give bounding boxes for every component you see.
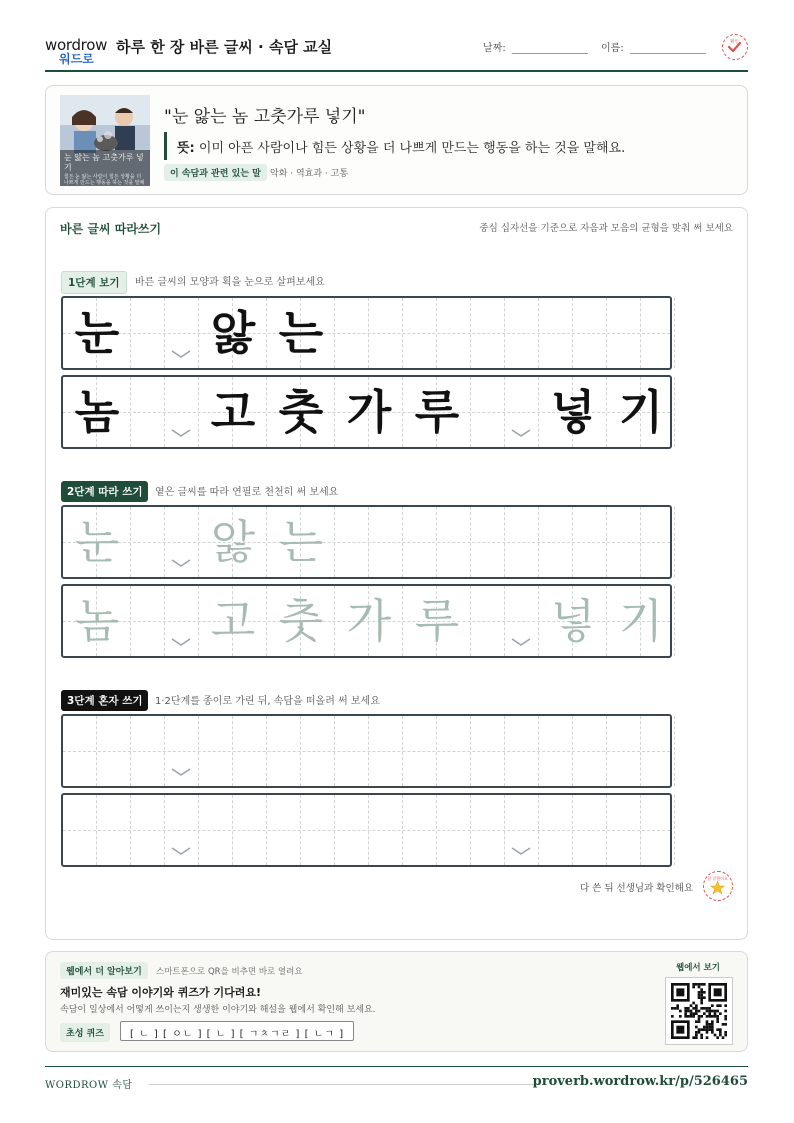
- name-label: 이름:: [601, 43, 624, 54]
- web-subtext: 스마트폰으로 QR을 비추면 바로 열려요: [156, 967, 303, 977]
- step2-desc: 옅은 글씨를 따라 연필로 천천히 써 보세요: [155, 487, 339, 498]
- proverb-glyph: 고: [210, 594, 256, 648]
- space-marker-icon: [171, 558, 191, 568]
- proverb-glyph: 넣: [550, 385, 596, 439]
- logo-subtext: 워드로: [59, 52, 94, 66]
- related-words-badge: 이 속담과 관련 있는 말: [164, 164, 267, 181]
- qr-code-icon[interactable]: [665, 977, 733, 1045]
- step3-desc: 1·2단계를 종이로 가린 뒤, 속담을 떠올려 써 보세요: [155, 696, 380, 707]
- web-badge: 웹에서 더 알아보기: [60, 962, 148, 979]
- proverb-card: [45, 85, 748, 195]
- proverb-glyph: 넣: [550, 594, 596, 648]
- proverb-glyph: 는: [278, 515, 324, 569]
- page-footer: [45, 1066, 748, 1091]
- space-marker-icon: [511, 846, 531, 856]
- caption-body: 힘든 눈 앓는 사람이 힘든 상황을 더 나쁘게 만드는 행동을 하는 것을 말해요.: [64, 174, 145, 193]
- practice-title: 바른 글씨 따라쓰기: [60, 222, 162, 236]
- web-title: 재미있는 속담 이야기와 퀴즈가 기다려요!: [60, 986, 261, 999]
- grid-midline: [63, 751, 670, 752]
- illustration-caption: [60, 150, 150, 193]
- web-promo-box: [45, 951, 748, 1052]
- proverb-glyph: 루: [414, 385, 460, 439]
- quiz-badge: 초성 퀴즈: [60, 1023, 110, 1042]
- star-stamp-icon: [703, 871, 733, 901]
- step2-row1[interactable]: [61, 505, 672, 579]
- stamp-text: 확인: [730, 40, 739, 45]
- proverb-glyph: 앓: [210, 515, 256, 569]
- proverb-glyph: 춧: [278, 594, 324, 648]
- step2-badge: 2단계 따라 쓰기: [61, 481, 148, 502]
- proverb-glyph: 춧: [278, 385, 324, 439]
- proverb-glyph: 가: [346, 594, 392, 648]
- space-marker-icon: [171, 349, 191, 359]
- star-stamp-text: 참 잘했어요: [707, 876, 728, 881]
- space-marker-icon: [511, 428, 531, 438]
- proverb-glyph: 가: [346, 385, 392, 439]
- step1-desc: 바른 글씨의 모양과 획을 눈으로 살펴보세요: [135, 277, 325, 288]
- page-header: [45, 28, 748, 72]
- name-field[interactable]: [630, 53, 706, 54]
- step1-row2: [61, 375, 672, 449]
- illustration-image: [60, 95, 150, 193]
- step1-badge: 1단계 보기: [61, 271, 127, 294]
- qr-label: 웹에서 보기: [675, 963, 720, 973]
- space-marker-icon: [171, 846, 191, 856]
- grid-midline: [63, 542, 670, 543]
- check-stamp-icon: [722, 34, 748, 60]
- step1-row1: [61, 296, 672, 370]
- practice-hint: 중심 십자선을 기준으로 자음과 모음의 균형을 맞춰 써 보세요: [479, 223, 733, 234]
- proverb-glyph: 기: [618, 385, 664, 439]
- footer-divider: [149, 1084, 539, 1085]
- step3-row1[interactable]: [61, 714, 672, 788]
- proverb-glyph: 는: [278, 306, 324, 360]
- footer-brand: WORDROW 속담: [45, 1080, 133, 1091]
- date-field[interactable]: [512, 53, 588, 54]
- grid-midline: [63, 333, 670, 334]
- proverb-glyph: 눈: [74, 306, 120, 360]
- grid-midline: [63, 830, 670, 831]
- step2-row2[interactable]: [61, 584, 672, 658]
- worksheet-title: 하루 한 장 바른 글씨 · 속담 교실: [116, 38, 333, 56]
- proverb-glyph: 놈: [74, 594, 120, 648]
- space-marker-icon: [171, 767, 191, 777]
- initial-consonant-quiz: [ ㄴ ] [ ㅇㄴ ] [ ㄴ ] [ ㄱㅊㄱㄹ ] [ ㄴㄱ ]: [120, 1021, 354, 1041]
- step3-badge: 3단계 혼자 쓰기: [61, 690, 148, 711]
- space-marker-icon: [511, 637, 531, 647]
- web-description: 속담이 일상에서 어떻게 쓰이는지 생생한 이야기와 해설을 웹에서 확인해 보세요.: [60, 1005, 376, 1015]
- proverb-glyph: 고: [210, 385, 256, 439]
- practice-panel: [45, 207, 748, 940]
- proverb-text: "눈 앓는 놈 고춧가루 넣기": [164, 107, 366, 127]
- meaning-text: 이미 아픈 사람이나 힘든 상황을 더 나쁘게 만드는 행동을 하는 것을 말해요.: [198, 141, 626, 156]
- proverb-glyph: 기: [618, 594, 664, 648]
- teacher-check-note: 다 쓴 뒤 선생님과 확인해요: [579, 883, 693, 894]
- meaning-block: [164, 132, 625, 160]
- space-marker-icon: [171, 637, 191, 647]
- step3-row2[interactable]: [61, 793, 672, 867]
- caption-title: 눈 앓는 놈 고춧가루 넣기: [64, 153, 144, 172]
- space-marker-icon: [171, 428, 191, 438]
- date-label: 날짜:: [483, 43, 506, 54]
- proverb-glyph: 루: [414, 594, 460, 648]
- proverb-glyph: 놈: [74, 385, 120, 439]
- footer-url[interactable]: proverb.wordrow.kr/p/526465: [532, 1074, 748, 1089]
- wordrow-logo[interactable]: [45, 36, 109, 64]
- proverb-glyph: 앓: [210, 306, 256, 360]
- proverb-glyph: 눈: [74, 515, 120, 569]
- logo-text: wordrow: [45, 36, 108, 54]
- meaning-label: 뜻:: [177, 141, 195, 156]
- related-words: 악화 · 역효과 · 고통: [270, 169, 349, 179]
